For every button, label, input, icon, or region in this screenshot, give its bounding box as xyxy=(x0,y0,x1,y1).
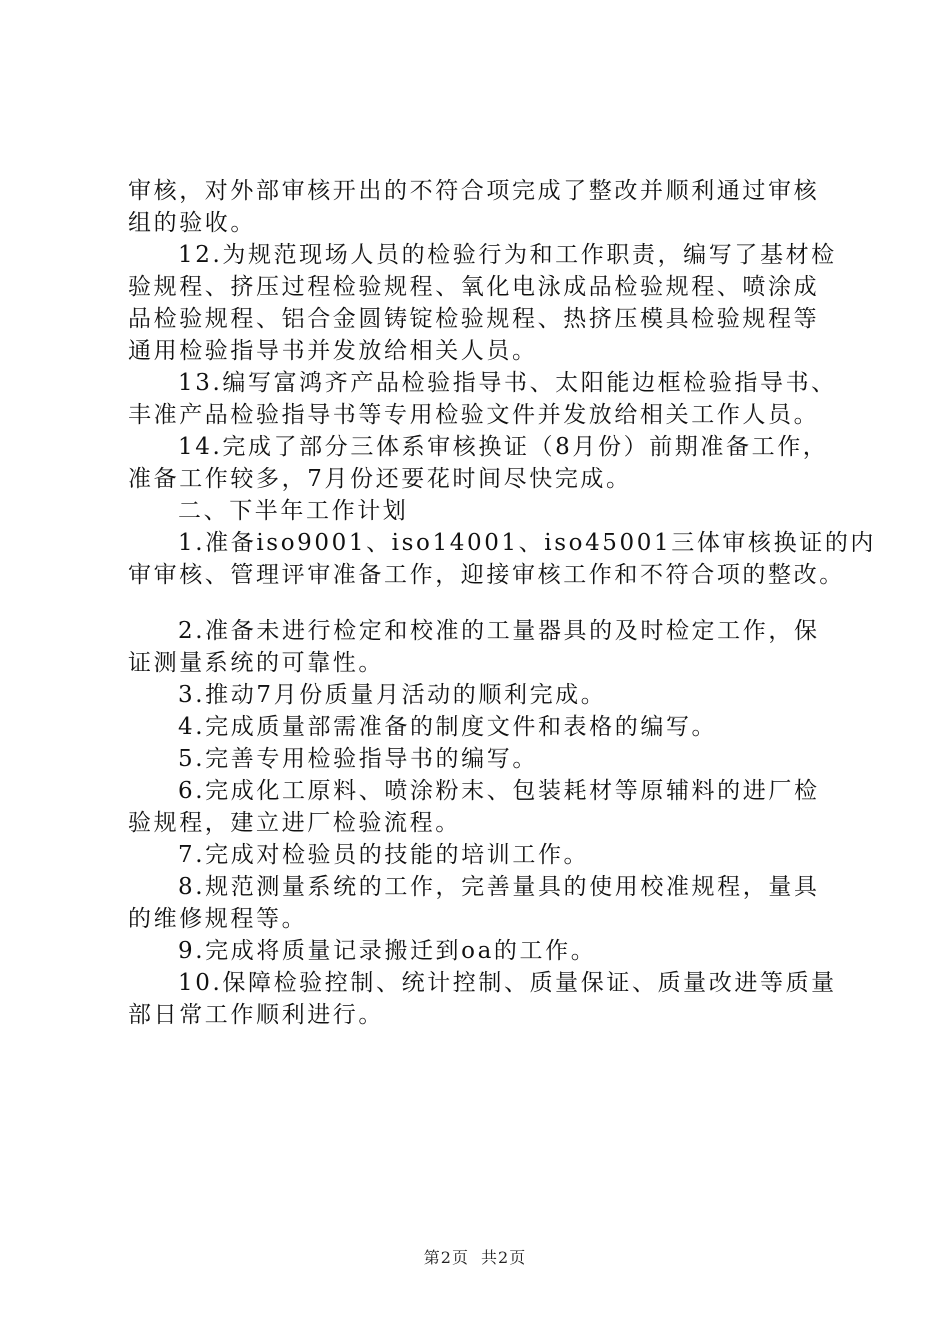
text-line: 14.完成了部分三体系审核换证（8月份）前期准备工作， xyxy=(178,434,829,460)
text-line: 通用检验指导书并发放给相关人员。 xyxy=(128,338,538,364)
text-line: 组的验收。 xyxy=(128,210,256,236)
text-line: 3.推动7月份质量月活动的顺利完成。 xyxy=(178,682,607,708)
text-line: 2.准备未进行检定和校准的工量器具的及时检定工作，保 xyxy=(178,618,820,644)
text-line: 13.编写富鸿齐产品检验指导书、太阳能边框检验指导书、 xyxy=(178,370,837,396)
page-total: 共2页 xyxy=(481,1248,527,1267)
text-line: 品检验规程、铝合金圆铸锭检验规程、热挤压模具检验规程等 xyxy=(128,306,820,332)
text-line: 7.完成对检验员的技能的培训工作。 xyxy=(178,842,590,868)
page-number: 第2页 xyxy=(423,1248,469,1267)
text-line: 4.完成质量部需准备的制度文件和表格的编写。 xyxy=(178,714,718,740)
text-line: 12.为规范现场人员的检验行为和工作职责，编写了基材检 xyxy=(178,242,837,268)
text-line: 8.规范测量系统的工作，完善量具的使用校准规程，量具 xyxy=(178,874,820,900)
text-line: 6.完成化工原料、喷涂粉末、包装耗材等原辅料的进厂检 xyxy=(178,778,820,804)
text-line: 部日常工作顺利进行。 xyxy=(128,1002,384,1028)
text-line: 准备工作较多，7月份还要花时间尽快完成。 xyxy=(128,466,632,492)
text-line: 丰准产品检验指导书等专用检验文件并发放给相关工作人员。 xyxy=(128,402,820,428)
text-line: 10.保障检验控制、统计控制、质量保证、质量改进等质量 xyxy=(178,970,837,996)
page-footer xyxy=(0,1245,950,1268)
text-line: 验规程，建立进厂检验流程。 xyxy=(128,810,461,836)
text-line: 审审核、管理评审准备工作，迎接审核工作和不符合项的整改。 xyxy=(128,562,845,588)
text-line: 审核，对外部审核开出的不符合项完成了整改并顺利通过审核 xyxy=(128,178,820,204)
text-line: 验规程、挤压过程检验规程、氧化电泳成品检验规程、喷涂成 xyxy=(128,274,820,300)
text-line: 证测量系统的可靠性。 xyxy=(128,650,384,676)
text-line: 的维修规程等。 xyxy=(128,906,308,932)
text-line: 5.完善专用检验指导书的编写。 xyxy=(178,746,538,772)
section-heading: 二、下半年工作计划 xyxy=(178,498,409,524)
text-line: 1.准备iso9001、iso14001、iso45001三体审核换证的内 xyxy=(178,530,877,556)
text-line: 9.完成将质量记录搬迁到oa的工作。 xyxy=(178,938,597,964)
